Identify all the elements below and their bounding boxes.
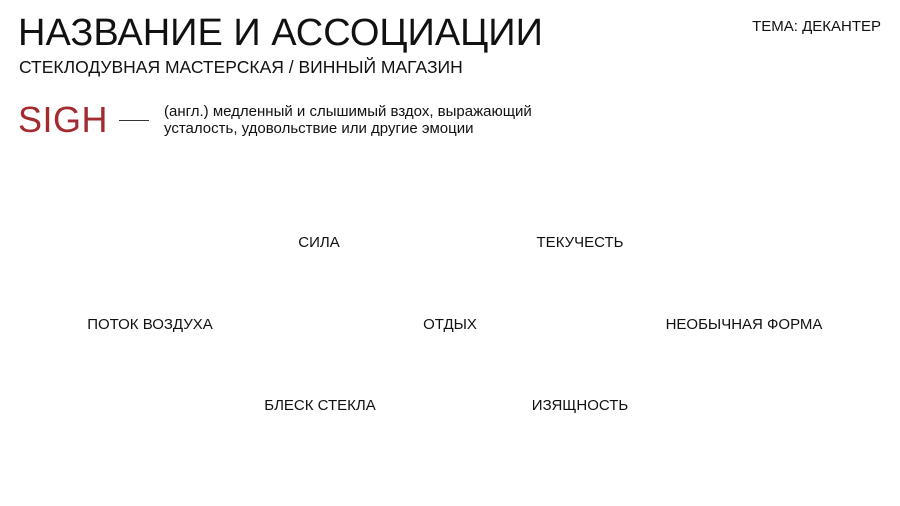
- association-neobychnaya-forma: НЕОБЫЧНАЯ ФОРМА: [665, 316, 823, 333]
- definition-dash: [119, 120, 149, 121]
- page-title: НАЗВАНИЕ И АССОЦИАЦИИ: [18, 12, 543, 54]
- brand-name-word: SIGH: [18, 99, 109, 140]
- association-blesk-stekla: БЛЕСК СТЕКЛА: [264, 397, 376, 414]
- association-otdyh: ОТДЫХ: [423, 316, 477, 333]
- definition-line-2: усталость, удовольствие или другие эмоции: [164, 120, 474, 137]
- association-tekuchest: ТЕКУЧЕСТЬ: [536, 234, 624, 251]
- page-subtitle: СТЕКЛОДУВНАЯ МАСТЕРСКАЯ / ВИННЫЙ МАГАЗИН: [19, 57, 463, 77]
- association-sila: СИЛА: [298, 234, 340, 251]
- association-potok-vozduha: ПОТОК ВОЗДУХА: [87, 316, 213, 333]
- association-izyashchnost: ИЗЯЩНОСТЬ: [531, 397, 629, 414]
- theme-label: ТЕМА: ДЕКАНТЕР: [752, 18, 881, 35]
- word-definition: [164, 103, 532, 137]
- definition-line-1: (англ.) медленный и слышимый вздох, выражающий: [164, 103, 532, 120]
